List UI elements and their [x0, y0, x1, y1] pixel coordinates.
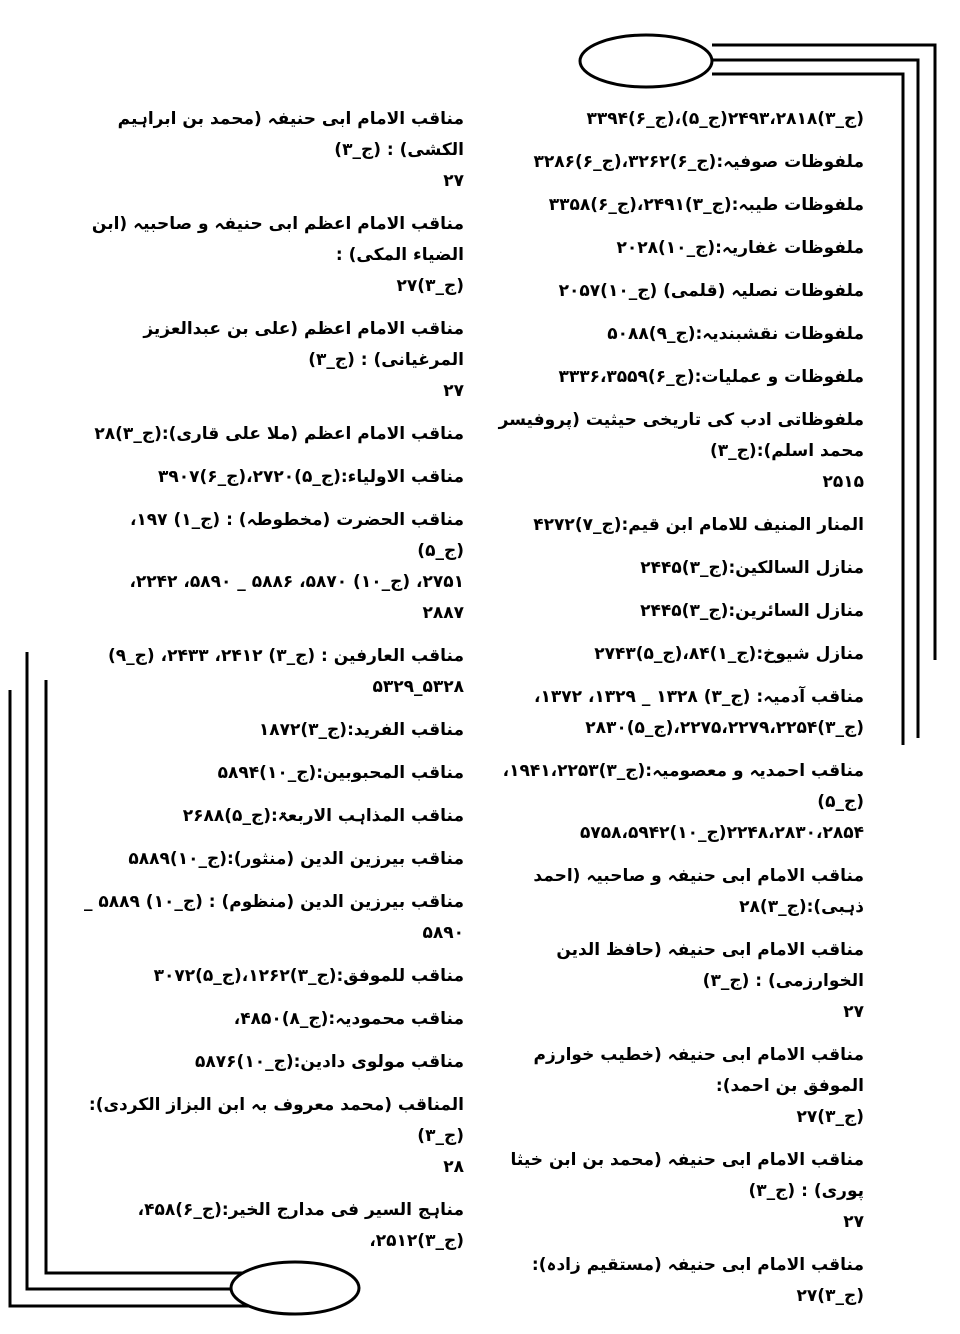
index-entry: مناقب الامام ابی حنیفہ (حافظ الدین الخوارزمی) : (ج_۳) ۲۷	[556, 940, 864, 1022]
index-entry: مناقب الفرید:(ج_۳)۱۸۷۲	[258, 720, 464, 740]
index-entry: مناقب الامام ابی حنیفہ (محمد بن ابن خیثا پوری) : (ج_۳) ۲۷	[510, 1150, 864, 1232]
index-entry: مناقب المحبوبین:(ج_۱۰)۵۸۹۴	[217, 763, 464, 783]
index-entry: ملفوظات و عملیات:(ج_۶)۳۳۳۶،۳۵۵۹	[558, 367, 864, 387]
index-entry: مناقب الامام ابی حنیفہ (محمد بن ابراہیم الکشی) : (ج_۳) ۲۷	[117, 109, 464, 191]
index-entry: مناہج السیر فی مدارج الخیر:(ج_۶)۴۵۸،(ج_۳)۲۵۱۲،	[137, 1200, 464, 1251]
index-entry: المناقب (محمد معروف بہ ابن البزاز الکردی): (ج_۳) ۲۸	[88, 1095, 464, 1177]
index-entry: ملفوظات نقشبندیہ:(ج_۹)۵۰۸۸	[607, 324, 864, 344]
index-entry: مناقب بیرزین الدین (منثور):(ج_۱۰)۵۸۸۹	[128, 849, 464, 869]
index-entry: (ج_۳)۲۴۹۳،۲۸۱۸(ج_۵)،(ج_۶)۳۳۹۴	[586, 109, 864, 129]
top-oval-ornament	[580, 35, 712, 87]
index-entry: ملفوظات صوفیہ:(ج_۶)۳۲۶۲،(ج_۶)۳۲۸۶	[533, 152, 864, 172]
index-entry: مناقب المذاہب الاربعۃ:(ج_۵)۲۶۸۸	[182, 806, 464, 826]
index-entry: ملفوظات طیبہ:(ج_۳)۲۴۹۱،(ج_۶)۳۳۵۸	[548, 195, 864, 215]
index-entry: مناقب آدمیہ: (ج_۳) ۱۳۲۸ _ ۱۳۲۹، ۱۳۷۲، (ج_۳)۲۲۷۵،۲۲۷۹،۲۲۵۴،(ج_۵)۲۸۳۰	[534, 687, 864, 738]
index-entry: مناقب العارفین : (ج_۳) ۲۴۱۲، ۲۴۳۳، (ج_۹) ۵۳۲۸_۵۳۲۹	[108, 646, 464, 697]
index-entry: مناقب الامام ابی حنیفہ (خطیب خوارزم الموفق بن احمد): (ج_۳)۲۷	[533, 1045, 864, 1127]
index-entry: مناقب مولوی دادین:(ج_۱۰)۵۸۷۶	[195, 1052, 464, 1072]
index-entry: مناقب الامام اعظم (علی بن عبدالعزیز المرغیانی) : (ج_۳) ۲۷	[143, 319, 464, 401]
bottom-oval-ornament	[231, 1262, 359, 1314]
index-entry: منازل السائرین:(ج_۳)۲۴۴۵	[640, 601, 864, 621]
index-entry: مناقب للموفق:(ج_۳)۱۲۶۲،(ج_۵)۳۰۷۲	[153, 966, 464, 986]
index-entry: مناقب الاولیاء:(ج_۵)۲۷۲۰،(ج_۶)۳۹۰۷	[157, 467, 464, 487]
index-entry: ملفوظات نصلیہ (قلمی) (ج_۱۰)۲۰۵۷	[558, 281, 864, 301]
right-index-column	[488, 104, 864, 1324]
index-entry: منازل شیوخ:(ج_۱)۸۴،(ج_۵)۲۷۴۳	[594, 644, 864, 664]
index-entry: ملفوظات غفاریہ:(ج_۱۰)۲۰۲۸	[616, 238, 864, 258]
index-entry: مناقب الحضرت (مخطوطہ) : (ج_۱) ۱۹۷، (ج_۵) ۲۷۵۱، (ج_۱۰) ۵۸۷۰، ۵۸۸۶ _ ۵۸۹۰، ۲۲۴۲، ۲۸۸۷	[129, 510, 464, 623]
index-entry: مناقب الامام ابی حنیفہ (مستقیم زادہ):(ج_۳)۲۷	[531, 1255, 864, 1306]
left-index-column	[80, 104, 464, 1269]
index-entry: مناقب بیرزین الدین (منظوم) : (ج_۱۰) ۵۸۸۹ _ ۵۸۹۰	[83, 892, 464, 943]
index-entry: مناقب محمودیہ:(ج_۸)۴۸۵۰،	[233, 1009, 464, 1029]
index-entry: مناقب الامام اعظم ابی حنیفہ و صاحبیہ (ابن الضیاء المکی) : (ج_۳)۲۷	[91, 214, 464, 296]
index-entry: مناقب الامام اعظم (ملا علی قاری):(ج_۳)۲۸	[94, 424, 464, 444]
index-entry: المنار المنیف للامام ابن قیم:(ج_۷)۴۲۷۲	[533, 515, 864, 535]
index-entry: منازل السالکین:(ج_۳)۲۴۴۵	[640, 558, 864, 578]
index-entry: ملفوظاتی ادب کی تاریخی حیثیت (پروفیسر محمد اسلم):(ج_۳) ۲۵۱۵	[498, 410, 864, 492]
index-entry: مناقب الامام ابی حنیفہ و صاحبیہ (احمد ذہبی):(ج_۳)۲۸	[533, 866, 864, 917]
index-entry: مناقب احمدیہ و معصومیہ:(ج_۳)۱۹۴۱،۲۲۵۳، (ج_۵) ۲۲۴۸،۲۸۳۰،۲۸۵۴(ج_۱۰)۵۷۵۸،۵۹۴۲	[502, 761, 864, 843]
